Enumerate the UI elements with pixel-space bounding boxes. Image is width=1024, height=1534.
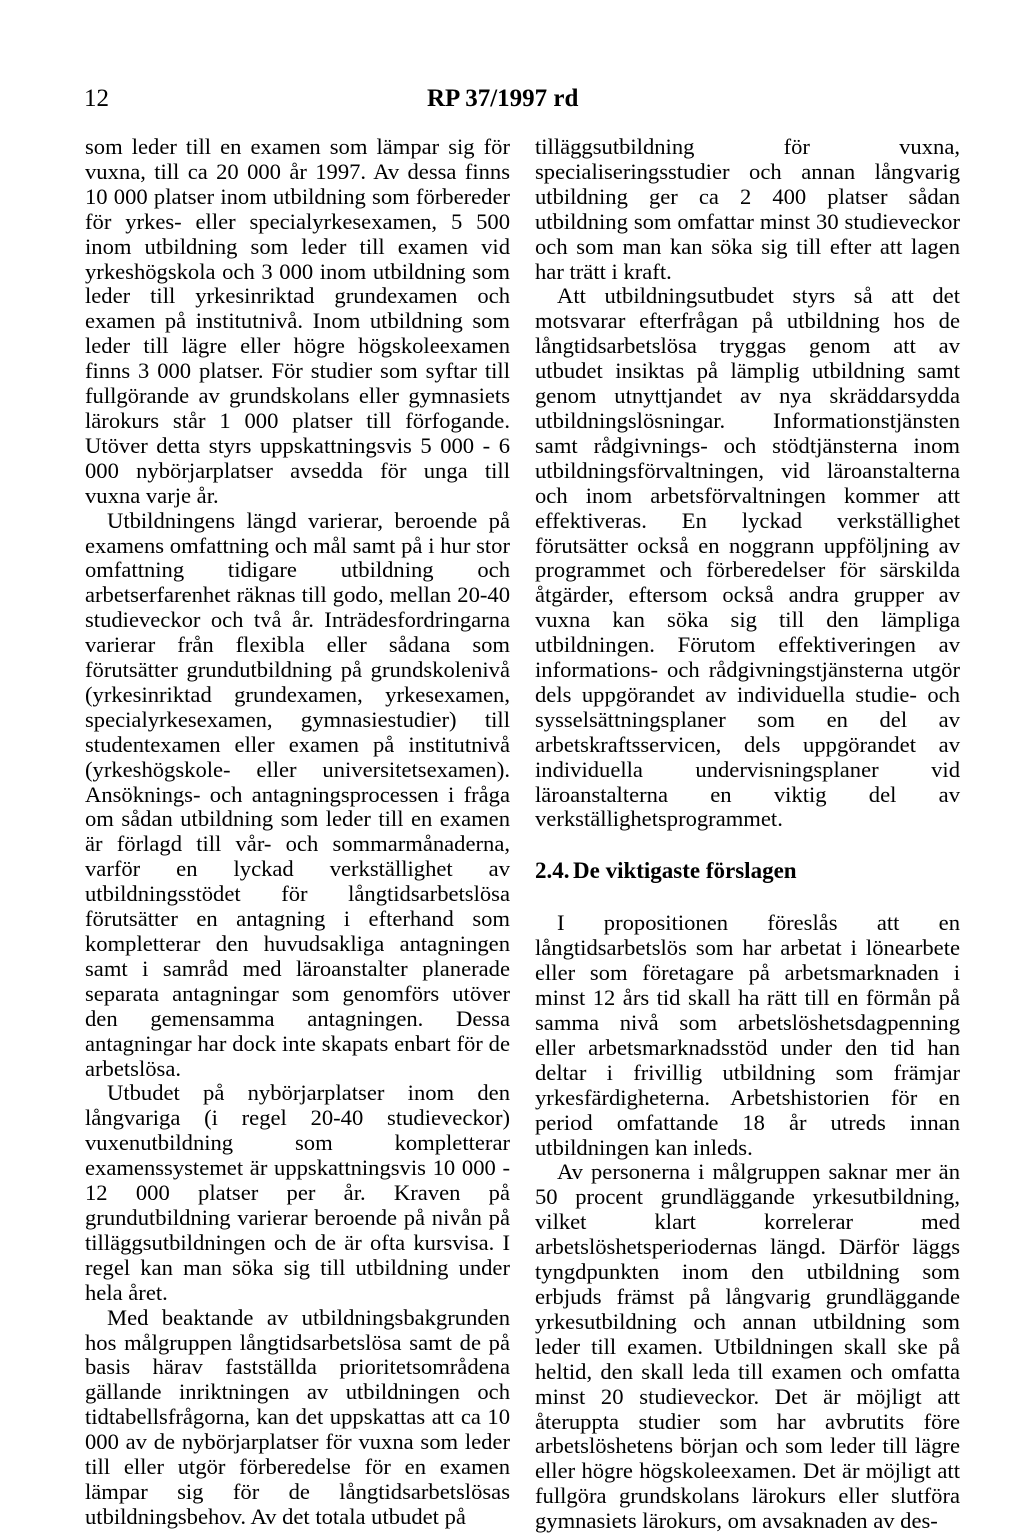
section-number: 2.4. (535, 858, 570, 884)
paragraph: Med beaktande av utbildningsbakgrunden hos målgruppen långtidsarbetslösa samt de på basis härav fastställda prioritetsområdena gällande inriktningen av utbildningen och tidtabellsfrågorna, kan det uppskattas att ca 10 000 av de nybörjarplatser för vuxna som leder till eller utgör förberedelse för en examen lämpar sig för de långtidsarbetslösas utbildningsbehov. Av det totala utbudet på (85, 1304, 510, 1529)
page-number: 12 (84, 85, 109, 112)
paragraph: Av personerna i målgruppen saknar mer än 50 procent grundläggande yrkesutbildning, vilket klart korrelerar med arbetslöshetsperiodernas längd. Därför läggs tyngdpunkten inom den utbildning som erbjuds främst på långvarig grundläggande yrkesutbildning och annan utbildning som leder till examen. Utbildningen skall ske på heltid, den skall leda till examen och omfatta minst 20 studieveckor. Det är möjligt att återuppta studier som har avbrutits före arbetslöshetens början och som leder till lägre eller högre högskoleexamen. Det är möjligt att fullgöra grundskolans lärokurs eller slutföra gymnasiets lärokurs, om avsaknaden av des- (535, 1159, 960, 1534)
paragraph: Att utbildningsutbudet styrs så att det motsvarar efterfrågan på utbildning hos de långtidsarbetslösa tryggas genom att av utbudet insiktas på lämplig utbildning samt genom utnyttjandet av nya skräddarsydda utbildningslösningar. Informationstjänsten samt rådgivnings- och stödtjänsterna inom utbildningsförvaltningen, vid läroanstalterna och inom arbetsförvaltningen kommer att effektiveras. En lyckad verkställighet förutsätter också en noggrann uppföljning av programmet och förberedelser för särskilda åtgärder, eftersom också andra grupper av vuxna kan söka sig till den lämpliga utbildningen. Förutom effektiveringen av informations- och rådgivningstjänsterna utgör dels uppgörandet av individuella studie- och sysselsättningsplaner som en del av arbetskraftsservicen, dels uppgörandet av individuella undervisningsplaner vid läroanstalterna en viktig del av verkställighetsprogrammet. (535, 283, 960, 832)
section-title: De viktigaste förslagen (573, 858, 797, 884)
right-column (535, 135, 960, 1534)
paragraph: Utbildningens längd varierar, beroende på examens omfattning och mål samt på i hur stor omfattning tidigare utbildning och arbetserfarenhet räknas till godo, mellan 20-40 studieveckor och två år. Inträdesfordringarna varierar från flexibla eller sådana som förutsätter grundutbildning på grundskolenivå (yrkesinriktad grundexamen, yrkesexamen, specialyrkesexamen, gymnasiestudier) till studentexamen eller examen på institutnivå (yrkeshögskole- eller universitetsexamen). Ansöknings- och antagningsprocessen i fråga om sådan utbildning som leder till en examen är förlagd till vår- och sommarmånaderna, varför en lyckad verkställighet av utbildningsstödet för långtidsarbetslösa förutsätter en antagning i efterhand som kompletterar den huvudsakliga antagningen samt i samråd med läroanstalter planerade separata antagningar som genomförs utöver den gemensamma antagningen. Dessa antagningar har dock inte skapats enbart för de arbetslösa. (85, 507, 510, 1081)
paragraph: I propositionen föreslås att en långtidsarbetslös som har arbetat i lönearbete eller som företagare på arbetsmarknaden i minst 12 års tid skall ha rätt till en förmån på samma nivå som arbetslöshetsdagpenning eller arbetsmarknadsstöd under den tid han deltar i frivillig utbildning som främjar yrkesfärdigheterna. Arbetshistorien för en period omfattande 18 år utreds innan utbildningen kan inleds. (535, 910, 960, 1160)
paragraph: Utbudet på nybörjarplatser inom den långvariga (i regel 20-40 studieveckor) vuxenutbildning som kompletterar examenssystemet är uppskattningsvis 10 000 - 12 000 platser per år. Kraven på grundutbildning varierar beroende på nivån på tilläggsutbildningen och de är ofta kursvisa. I regel kan man söka sig till utbildning under hela året. (85, 1080, 510, 1305)
section-heading (535, 858, 960, 884)
document-reference: RP 37/1997 rd (427, 85, 579, 112)
left-column (85, 135, 510, 1530)
paragraph: som leder till en examen som lämpar sig för vuxna, till ca 20 000 år 1997. Av dessa finns 10 000 platser inom utbildning som förbereder för yrkes- eller specialyrkesexamen, 5 500 inom utbildning som leder till examen vid yrkeshögskola och 3 000 inom utbildning som leder till yrkesinriktad grundexamen och examen på institutnivå. Inom utbildning som leder till lägre eller högre högskoleexamen finns 3 000 platser. För studier som syftar till fullgörande av grundskolans eller gymnasiets lärokurs står 1 000 platser till förfogande. Utöver detta styrs uppskattningsvis 5 000 - 6 000 nybörjarplatser avsedda för unga till vuxna varje år. (85, 134, 510, 508)
paragraph: tilläggsutbildning för vuxna, specialiseringsstudier och annan långvarig utbildning ger ca 2 400 platser sådan utbildning som omfattar minst 30 studieveckor och som man kan söka sig till efter att lagen har trätt i kraft. (535, 134, 960, 284)
